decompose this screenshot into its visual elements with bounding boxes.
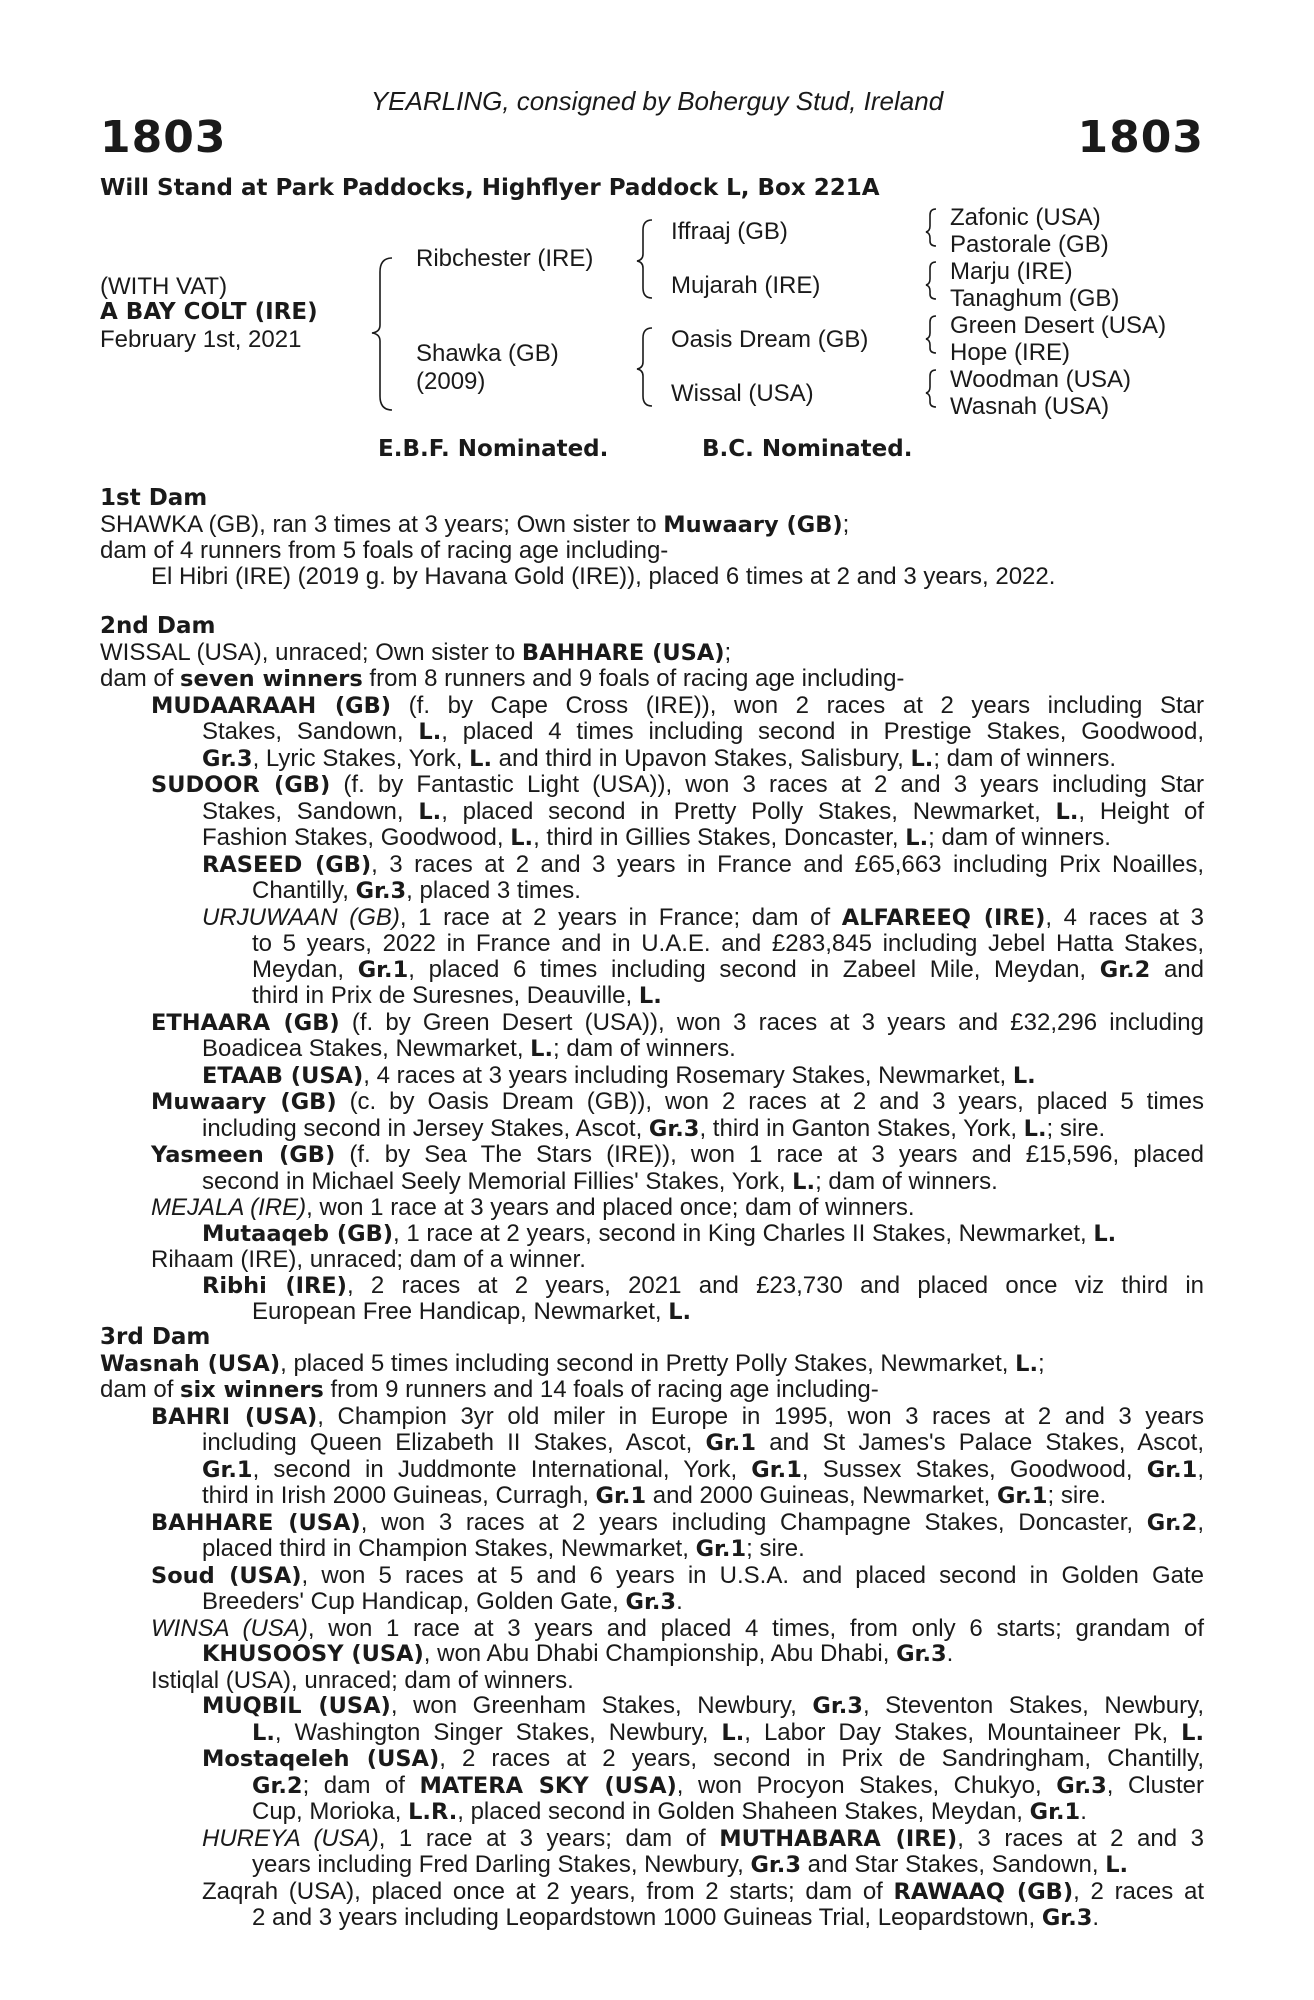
lot-number-right: 1803 — [1077, 112, 1204, 163]
stand-location: Will Stand at Park Paddocks, Highflyer Paddock L, Box 221A — [100, 175, 880, 201]
ancestor-zafonic: Zafonic (USA) — [950, 204, 1101, 231]
third-dam-line: Wasnah (USA), placed 5 times including second in Pretty Polly Stakes, Newmarket, L.; — [100, 1349, 1045, 1377]
progeny-ethaara-cont: Boadicea Stakes, Newmarket, L.; dam of winners. — [202, 1035, 736, 1062]
progeny-bahri-cont: third in Irish 2000 Guineas, Curragh, Gr.1 and 2000 Guineas, Newmarket, Gr.1; sire. — [202, 1482, 1107, 1509]
lot-number-left: 1803 — [100, 112, 227, 163]
first-dam-section — [100, 486, 1204, 589]
progeny-urjuwaan-cont: third in Prix de Suresnes, Deauville, L. — [252, 982, 662, 1009]
progeny-muqbil-cont: L., Washington Singer Stakes, Newbury, L., Labor Day Stakes, Mountaineer Pk, L. — [252, 1718, 1205, 1746]
progeny-mostaqeleh-cont: Gr.2; dam of MATERA SKY (USA), won Procyon Stakes, Chukyo, Gr.3, Cluster — [252, 1771, 1204, 1799]
ancestor-hope: Hope (IRE) — [950, 339, 1071, 366]
bracket-wissal — [926, 370, 936, 407]
horse-name: A BAY COLT (IRE) — [100, 299, 318, 325]
vat-note: (WITH VAT) — [100, 273, 228, 300]
ancestor-wasnah: Wasnah (USA) — [950, 393, 1110, 420]
sire-sire-name: Iffraaj (GB) — [671, 218, 788, 245]
dam-name: Shawka (GB) — [416, 340, 559, 367]
progeny-yasmeen: Yasmeen (GB) (f. by Sea The Stars (IRE)), won 1 race at 3 years and £15,596, placed — [151, 1141, 1204, 1168]
third-dam-section — [100, 1325, 1204, 1932]
dam-dam-name: Wissal (USA) — [671, 380, 814, 407]
ebf-nomination: E.B.F. Nominated. — [378, 436, 609, 462]
progeny-ribhi-cont: European Free Handicap, Newmarket, L. — [252, 1298, 692, 1325]
progeny-bahhare-cont: placed third in Champion Stakes, Newmarket, Gr.1; sire. — [202, 1535, 805, 1562]
bracket-iffraaj — [926, 209, 936, 246]
progeny-mudaaraah-cont: Gr.3, Lyric Stakes, York, L. and third in Upavon Stakes, Salisbury, L.; dam of winners. — [202, 744, 1117, 772]
progeny-winsa: WINSA (USA), won 1 race at 3 years and placed 4 times, from only 6 starts; grandam of — [151, 1614, 1205, 1642]
bracket-mujarah — [926, 262, 936, 299]
bracket-dam — [637, 328, 652, 406]
progeny-urjuwaan-cont: to 5 years, 2022 in France and in U.A.E. and £283,845 including Jebel Hatta Stakes, — [252, 930, 1204, 957]
progeny-sudoor-cont: Stakes, Sandown, L., placed second in Pretty Polly Stakes, Newmarket, L., Height of — [202, 797, 1205, 825]
sire-name: Ribchester (IRE) — [416, 245, 594, 272]
third-dam-produce-summary: dam of six winners from 9 runners and 14 foals of racing age including- — [100, 1376, 879, 1403]
progeny-mutaaqeb: Mutaaqeb (GB), 1 race at 2 years, second in King Charles II Stakes, Newmarket, L. — [202, 1219, 1117, 1247]
progeny-muqbil: MUQBIL (USA), won Greenham Stakes, Newbury, Gr.3, Steventon Stakes, Newbury, — [202, 1692, 1204, 1719]
bracket-oasis — [926, 316, 936, 353]
progeny-mejala: MEJALA (IRE), won 1 race at 3 years and placed once; dam of winners. — [151, 1194, 915, 1221]
progeny-soud: Soud (USA), won 5 races at 5 and 6 years in U.S.A. and placed second in Golden Gate — [151, 1561, 1205, 1589]
progeny-rihaam: Rihaam (IRE), unraced; dam of a winner. — [151, 1246, 586, 1273]
dam-year: (2009) — [416, 368, 486, 395]
progeny-zaqrah: Zaqrah (USA), placed once at 2 years, from 2 starts; dam of RAWAAQ (GB), 2 races at — [202, 1877, 1204, 1905]
consignor-subtitle: YEARLING, consigned by Boherguy Stud, Ireland — [370, 86, 944, 116]
progeny-hureya-cont: years including Fred Darling Stakes, Newbury, Gr.3 and Star Stakes, Sandown, L. — [252, 1851, 1129, 1878]
progeny-sudoor: SUDOOR (GB) (f. by Fantastic Light (USA)), won 3 races at 2 and 3 years including Star — [151, 771, 1205, 798]
bc-nomination: B.C. Nominated. — [702, 436, 913, 462]
progeny-hureya: HUREYA (USA), 1 race at 3 years; dam of MUTHABARA (IRE), 3 races at 2 and 3 — [202, 1824, 1204, 1852]
progeny-raseed-cont: Chantilly, Gr.3, placed 3 times. — [252, 877, 581, 904]
first-dam-produce-summary: dam of 4 runners from 5 foals of racing age including- — [100, 537, 669, 564]
progeny-bahri-cont: including Queen Elizabeth II Stakes, Ascot, Gr.1 and St James's Palace Stakes, Ascot, — [202, 1429, 1204, 1456]
first-dam-progeny: El Hibri (IRE) (2019 g. by Havana Gold (IRE)), placed 6 times at 2 and 3 years, 2022. — [151, 562, 1056, 590]
second-dam-section — [100, 614, 1204, 1326]
progeny-soud-cont: Breeders' Cup Handicap, Golden Gate, Gr.3. — [202, 1588, 683, 1615]
sire-dam-name: Mujarah (IRE) — [671, 272, 821, 299]
foaling-date: February 1st, 2021 — [100, 326, 302, 353]
progeny-raseed: RASEED (GB), 3 races at 2 and 3 years in France and £65,663 including Prix Noailles, — [202, 850, 1204, 878]
progeny-sudoor-cont: Fashion Stakes, Goodwood, L., third in Gillies Stakes, Doncaster, L.; dam of winners. — [202, 824, 1111, 851]
progeny-istiqlal: Istiqlal (USA), unraced; dam of winners. — [151, 1666, 574, 1694]
progeny-muwaary: Muwaary (GB) (c. by Oasis Dream (GB)), won 2 races at 2 and 3 years, placed 5 times — [151, 1088, 1204, 1115]
ancestor-tanaghum: Tanaghum (GB) — [950, 285, 1120, 312]
ancestor-pastorale: Pastorale (GB) — [950, 231, 1109, 258]
progeny-mudaaraah-cont: Stakes, Sandown, L., placed 4 times including second in Prestige Stakes, Goodwood, — [202, 718, 1205, 745]
bracket-sire — [637, 220, 652, 298]
second-dam-heading: 2nd Dam — [100, 613, 216, 639]
progeny-mostaqeleh-cont: Cup, Morioka, L.R., placed second in Golden Shaheen Stakes, Meydan, Gr.1. — [252, 1798, 1087, 1825]
progeny-ethaara: ETHAARA (GB) (f. by Green Desert (USA)), won 3 races at 3 years and £32,296 including — [151, 1008, 1204, 1036]
progeny-mudaaraah: MUDAARAAH (GB) (f. by Cape Cross (IRE)), won 2 races at 2 years including Star — [151, 691, 1204, 719]
progeny-bahri-cont: Gr.1, second in Juddmonte International, York, Gr.1, Sussex Stakes, Goodwood, Gr.1, — [202, 1455, 1204, 1483]
third-dam-heading: 3rd Dam — [100, 1324, 211, 1350]
progeny-muwaary-cont: including second in Jersey Stakes, Ascot, Gr.3, third in Ganton Stakes, York, L.; sire. — [202, 1114, 1106, 1142]
second-dam-produce-summary: dam of seven winners from 8 runners and 9 foals of racing age including- — [100, 665, 905, 692]
progeny-bahhare: BAHHARE (USA), won 3 races at 2 years including Champagne Stakes, Doncaster, Gr.2, — [151, 1508, 1204, 1536]
progeny-khusoosy: KHUSOOSY (USA), won Abu Dhabi Championship, Abu Dhabi, Gr.3. — [202, 1640, 954, 1667]
progeny-zaqrah-cont: 2 and 3 years including Leopardstown 1000 Guineas Trial, Leopardstown, Gr.3. — [252, 1904, 1100, 1931]
ancestor-woodman: Woodman (USA) — [950, 366, 1131, 393]
ancestor-green-desert: Green Desert (USA) — [950, 312, 1167, 339]
progeny-urjuwaan: URJUWAAN (GB), 1 race at 2 years in France; dam of ALFAREEQ (IRE), 4 races at 3 — [202, 903, 1204, 931]
second-dam-line: WISSAL (USA), unraced; Own sister to BAHHARE (USA); — [100, 638, 732, 666]
ancestor-marju: Marju (IRE) — [950, 258, 1073, 285]
progeny-urjuwaan-cont: Meydan, Gr.1, placed 6 times including second in Zabeel Mile, Meydan, Gr.2 and — [252, 955, 1205, 983]
first-dam-line: SHAWKA (GB), ran 3 times at 3 years; Own sister to Muwaary (GB); — [100, 510, 850, 538]
progeny-bahri: BAHRI (USA), Champion 3yr old miler in Europe in 1995, won 3 races at 2 and 3 years — [151, 1402, 1204, 1430]
progeny-etaab: ETAAB (USA), 4 races at 3 years including Rosemary Stakes, Newmarket, L. — [202, 1061, 1036, 1089]
progeny-yasmeen-cont: second in Michael Seely Memorial Fillies' Stakes, York, L.; dam of winners. — [202, 1167, 998, 1195]
progeny-mostaqeleh: Mostaqeleh (USA), 2 races at 2 years, second in Prix de Sandringham, Chantilly, — [202, 1745, 1205, 1772]
first-dam-heading: 1st Dam — [100, 485, 208, 511]
bracket-main — [372, 258, 392, 410]
progeny-ribhi: Ribhi (IRE), 2 races at 2 years, 2021 and £23,730 and placed once viz third in — [202, 1271, 1205, 1299]
dam-sire-name: Oasis Dream (GB) — [671, 326, 869, 353]
